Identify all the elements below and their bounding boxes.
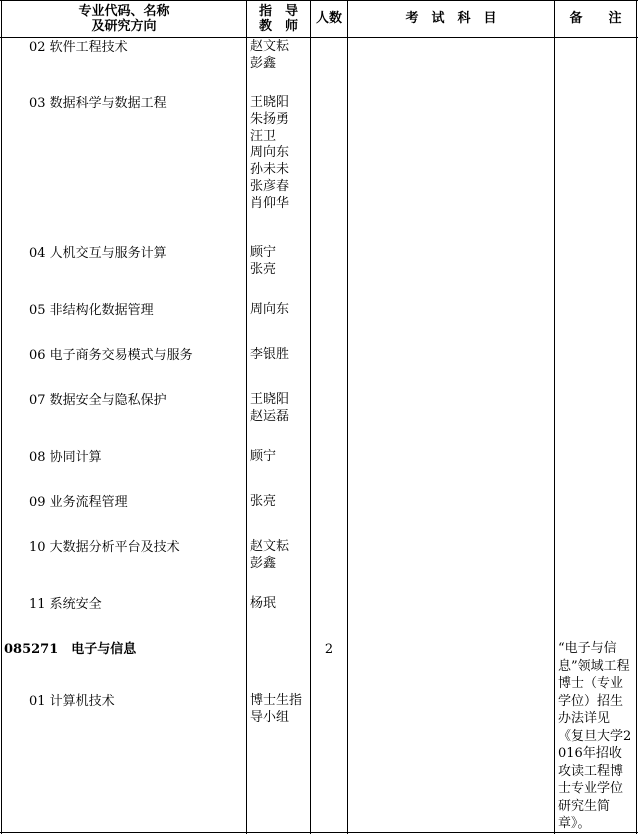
advisor-name: 朱扬勇 — [250, 111, 290, 127]
advisor-name: 孙未未 — [250, 162, 290, 178]
advisor-name: 王晓阳 — [250, 392, 290, 407]
direction-08: 08 协同计算 — [29, 450, 102, 465]
advisor-list-10 — [250, 539, 289, 573]
advisor-name: 赵文耘 — [250, 539, 290, 554]
advisor-name: 王晓阳 — [250, 95, 290, 110]
direction-10: 10 大数据分析平台及技术 — [29, 540, 180, 555]
advisor-name: 彭鑫 — [250, 55, 277, 71]
advisor-name: 赵文耘 — [250, 39, 290, 54]
advisor-list-06 — [250, 347, 289, 364]
advisor-name: 导小组 — [250, 709, 290, 725]
header-bottom-border — [0, 37, 638, 38]
advisor-name: 张亮 — [250, 494, 277, 509]
column-divider-1 — [246, 0, 247, 834]
advisor-list-02 — [250, 39, 289, 73]
advisor-name: 周向东 — [250, 145, 290, 161]
table-bottom-border — [0, 832, 638, 833]
direction-09: 09 业务流程管理 — [29, 495, 128, 510]
advisor-list-11 — [250, 596, 276, 613]
advisor-name: 李银胜 — [250, 347, 290, 362]
advisor-list-07 — [250, 392, 289, 426]
advisor-name: 周向东 — [250, 302, 290, 317]
advisor-name: 汪卫 — [250, 128, 277, 144]
advisor-name: 张亮 — [250, 261, 277, 277]
advisor-name: 博士生指 — [250, 693, 303, 708]
direction-11: 11 系统安全 — [29, 597, 102, 612]
advisor-list-05 — [250, 302, 289, 319]
direction-02: 02 软件工程技术 — [29, 40, 128, 55]
advisor-name: 赵运磊 — [250, 408, 290, 424]
header-advisor-line2: 教 师 — [258, 19, 298, 34]
column-divider-4 — [554, 0, 555, 834]
major-direction-01: 01 计算机技术 — [29, 694, 115, 709]
table-border-left — [1, 0, 2, 834]
header-advisor — [247, 4, 310, 34]
header-direction-line1: 专业代码、名称 — [78, 4, 170, 19]
advisor-name: 张彦春 — [250, 178, 290, 194]
advisor-list-08 — [250, 449, 276, 466]
advisor-name: 肖仰华 — [250, 195, 290, 211]
header-remarks: 备 注 — [569, 11, 622, 26]
direction-04: 04 人机交互与服务计算 — [29, 246, 167, 261]
advisor-name: 杨珉 — [250, 596, 277, 611]
header-exam-subjects: 考 试 科 目 — [405, 11, 497, 26]
direction-07: 07 数据安全与隐私保护 — [29, 393, 167, 408]
advisor-name: 顾宁 — [250, 449, 277, 464]
advisor-list-03 — [250, 95, 289, 213]
advisor-name: 顾宁 — [250, 245, 277, 260]
major-count: 2 — [324, 642, 334, 657]
header-top-border — [0, 0, 638, 1]
major-remark: “电子与信息”领域工程博士（专业学位）招生办法详见《复旦大学2016年招收攻读工程博士专业学位研究生简章》。 — [558, 641, 632, 831]
direction-06: 06 电子商务交易模式与服务 — [29, 348, 193, 363]
header-count: 人数 — [315, 11, 342, 26]
column-divider-3 — [347, 0, 348, 834]
header-direction-line2: 及研究方向 — [91, 19, 157, 34]
header-advisor-line1: 指 导 — [258, 4, 298, 19]
major-advisor-group — [250, 693, 302, 727]
advisor-name: 彭鑫 — [250, 555, 277, 571]
direction-05: 05 非结构化数据管理 — [29, 303, 154, 318]
advisor-list-09 — [250, 494, 276, 511]
advisor-list-04 — [250, 245, 276, 279]
direction-03: 03 数据科学与数据工程 — [29, 96, 167, 111]
major-code-name: 085271 电子与信息 — [4, 642, 137, 657]
table-border-right — [636, 0, 637, 834]
column-divider-2 — [310, 0, 311, 834]
header-direction — [2, 4, 246, 34]
